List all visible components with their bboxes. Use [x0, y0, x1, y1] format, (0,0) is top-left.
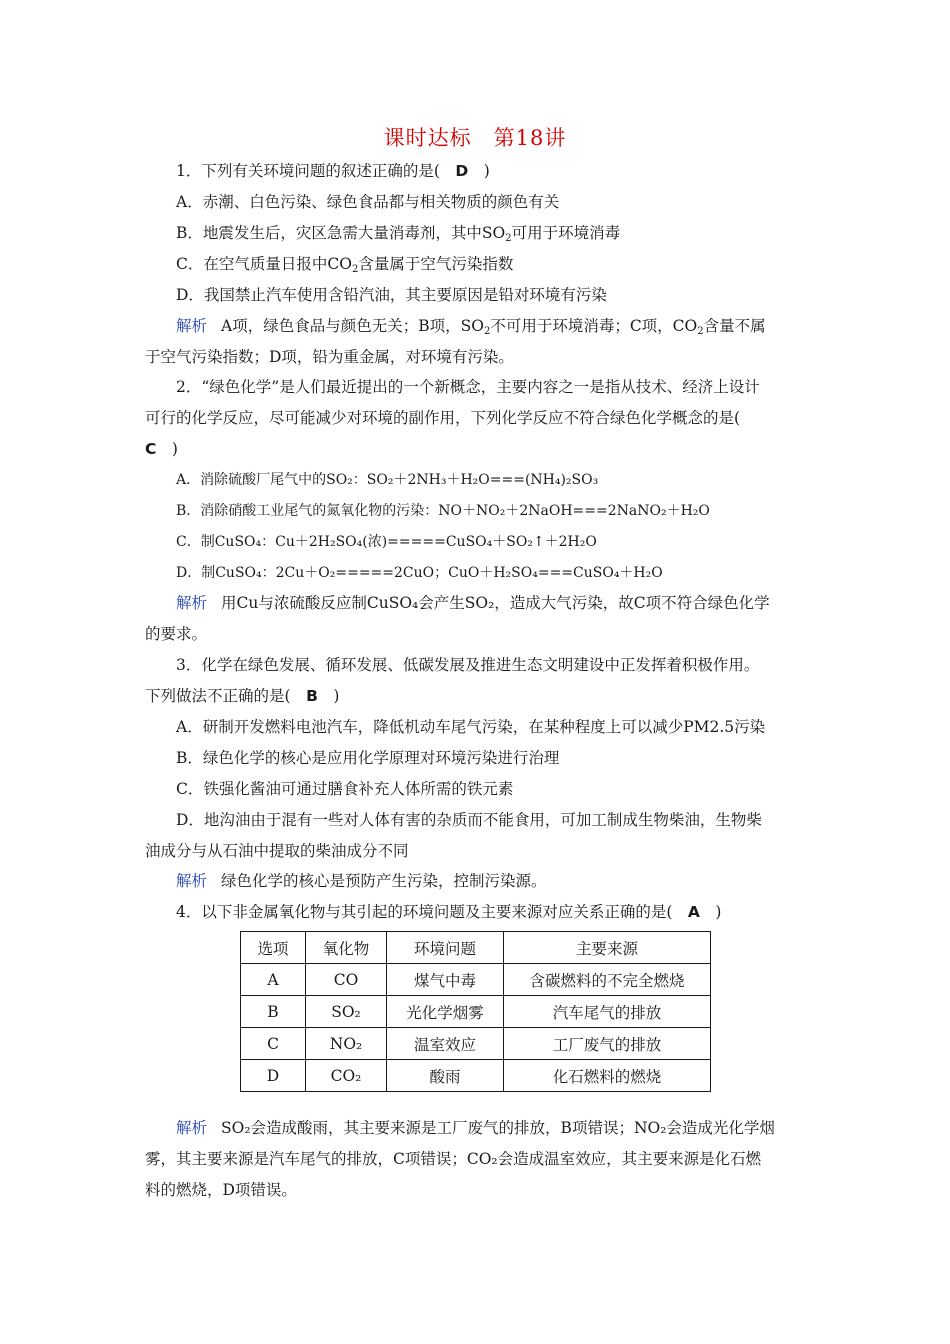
table-cell: 煤气中毒	[387, 964, 504, 996]
q2-option-d: D．制CuSO₄：2Cu＋O₂=====2CuO；CuO＋H₂SO₄===CuSO₄＋H₂O	[176, 565, 663, 581]
table-cell: CO	[306, 964, 387, 996]
q2-option-a: A．消除硫酸厂尾气中的SO₂：SO₂＋2NH₃＋H₂O===(NH₄)₂SO₃	[176, 472, 599, 488]
table-header-cell: 环境问题	[387, 932, 504, 964]
q3-stem-line1: 3．化学在绿色发展、循环发展、低碳发展及推进生态文明建设中正发挥着积极作用。	[176, 656, 760, 674]
q1-explanation: 解析 A项，绿色食品与颜色无关；B项，$SO_2$不可用于环境消毒；C项，$CO_2$含量不属	[176, 317, 766, 337]
table-cell: C	[241, 1028, 306, 1060]
table-cell: 化石燃料的燃烧	[504, 1060, 711, 1092]
q2-stem-line2: 可行的化学反应，尽可能减少对环境的副作用，下列化学反应不符合绿色化学概念的是(	[145, 409, 741, 427]
q4-explanation-cont2: 料的燃烧，D项错误。	[145, 1181, 297, 1199]
table-header-cell: 选项	[241, 932, 306, 964]
q1-option-d: D．我国禁止汽车使用含铅汽油，其主要原因是铅对环境有污染	[176, 286, 607, 304]
q3-stem-line2: 下列做法不正确的是( B )	[145, 687, 340, 705]
q1-stem: 1．下列有关环境问题的叙述正确的是( D )	[176, 162, 490, 180]
q3-answer: B	[306, 687, 318, 705]
page-title: 课时达标 第18讲	[383, 126, 567, 150]
table-cell: 温室效应	[387, 1028, 504, 1060]
table-row	[241, 1060, 711, 1092]
jiexi-label: 解析	[176, 317, 208, 335]
q3-option-c: C．铁强化酱油可通过膳食补充人体所需的铁元素	[176, 780, 514, 798]
q3-option-d-line2: 油成分与从石油中提取的柴油成分不同	[145, 842, 409, 860]
jiexi-label: 解析	[176, 1119, 208, 1137]
table-cell: 酸雨	[387, 1060, 504, 1092]
table-cell: D	[241, 1060, 306, 1092]
q4-answer: A	[687, 903, 700, 921]
q4-explanation-cont1: 雾，其主要来源是汽车尾气的排放，C项错误；CO₂会造成温室效应，其主要来源是化石燃	[145, 1150, 762, 1168]
table-cell: 光化学烟雾	[387, 996, 504, 1028]
q1-option-c: C．在空气质量日报中$CO_2$含量属于空气污染指数	[176, 255, 514, 275]
jiexi-label: 解析	[176, 594, 208, 612]
q2-explanation-cont: 的要求。	[145, 625, 208, 643]
table-cell: 汽车尾气的排放	[504, 996, 711, 1028]
table-cell: 含碳燃料的不完全燃烧	[504, 964, 711, 996]
table-cell: SO₂	[306, 996, 387, 1028]
q2-stem-line1: 2．“绿色化学”是人们最近提出的一个新概念，主要内容之一是指从技术、经济上设计	[176, 378, 760, 396]
q3-explanation: 解析 绿色化学的核心是预防产生污染，控制污染源。	[176, 872, 547, 890]
q3-option-a: A．研制开发燃料电池汽车，降低机动车尾气污染，在某种程度上可以减少PM2.5污染	[176, 718, 766, 736]
table-header-cell: 氧化物	[306, 932, 387, 964]
table-cell: A	[241, 964, 306, 996]
q1-option-a: A．赤潮、白色污染、绿色食品都与相关物质的颜色有关	[176, 193, 560, 211]
table-cell: NO₂	[306, 1028, 387, 1060]
table-cell: CO₂	[306, 1060, 387, 1092]
q2-answer-line: C )	[145, 440, 178, 458]
table-cell: 工厂废气的排放	[504, 1028, 711, 1060]
q3-option-d-line1: D．地沟油由于混有一些对人体有害的杂质而不能食用，可加工制成生物柴油，生物柴	[176, 811, 762, 829]
q2-option-b: B．消除硝酸工业尾气的氮氧化物的污染：NO＋NO₂＋2NaOH===2NaNO₂＋H₂O	[176, 503, 710, 519]
q4-stem: 4．以下非金属氧化物与其引起的环境问题及主要来源对应关系正确的是( A )	[176, 903, 722, 921]
q2-option-c: C．制CuSO₄：Cu＋2H₂SO₄(浓)=====CuSO₄＋SO₂↑＋2H₂O	[176, 534, 597, 550]
q1-explanation-cont: 于空气污染指数；D项，铅为重金属，对环境有污染。	[145, 348, 514, 366]
q1-option-b: B．地震发生后，灾区急需大量消毒剂，其中$SO_2$可用于环境消毒	[176, 224, 621, 244]
table-row	[241, 964, 711, 996]
q1-answer: D	[455, 162, 469, 180]
q4-table	[240, 931, 711, 1092]
jiexi-label: 解析	[176, 872, 208, 890]
table-cell: B	[241, 996, 306, 1028]
table-row	[241, 1028, 711, 1060]
q2-explanation: 解析 用Cu与浓硫酸反应制CuSO₄会产生SO₂，造成大气污染，故C项不符合绿色化学	[176, 594, 770, 612]
table-row	[241, 996, 711, 1028]
table-header-cell: 主要来源	[504, 932, 711, 964]
q3-option-b: B．绿色化学的核心是应用化学原理对环境污染进行治理	[176, 749, 560, 767]
q2-answer: C	[145, 440, 157, 458]
table-header-row	[241, 932, 711, 964]
q4-explanation: 解析 SO₂会造成酸雨，其主要来源是工厂废气的排放，B项错误；NO₂会造成光化学烟	[176, 1119, 775, 1137]
